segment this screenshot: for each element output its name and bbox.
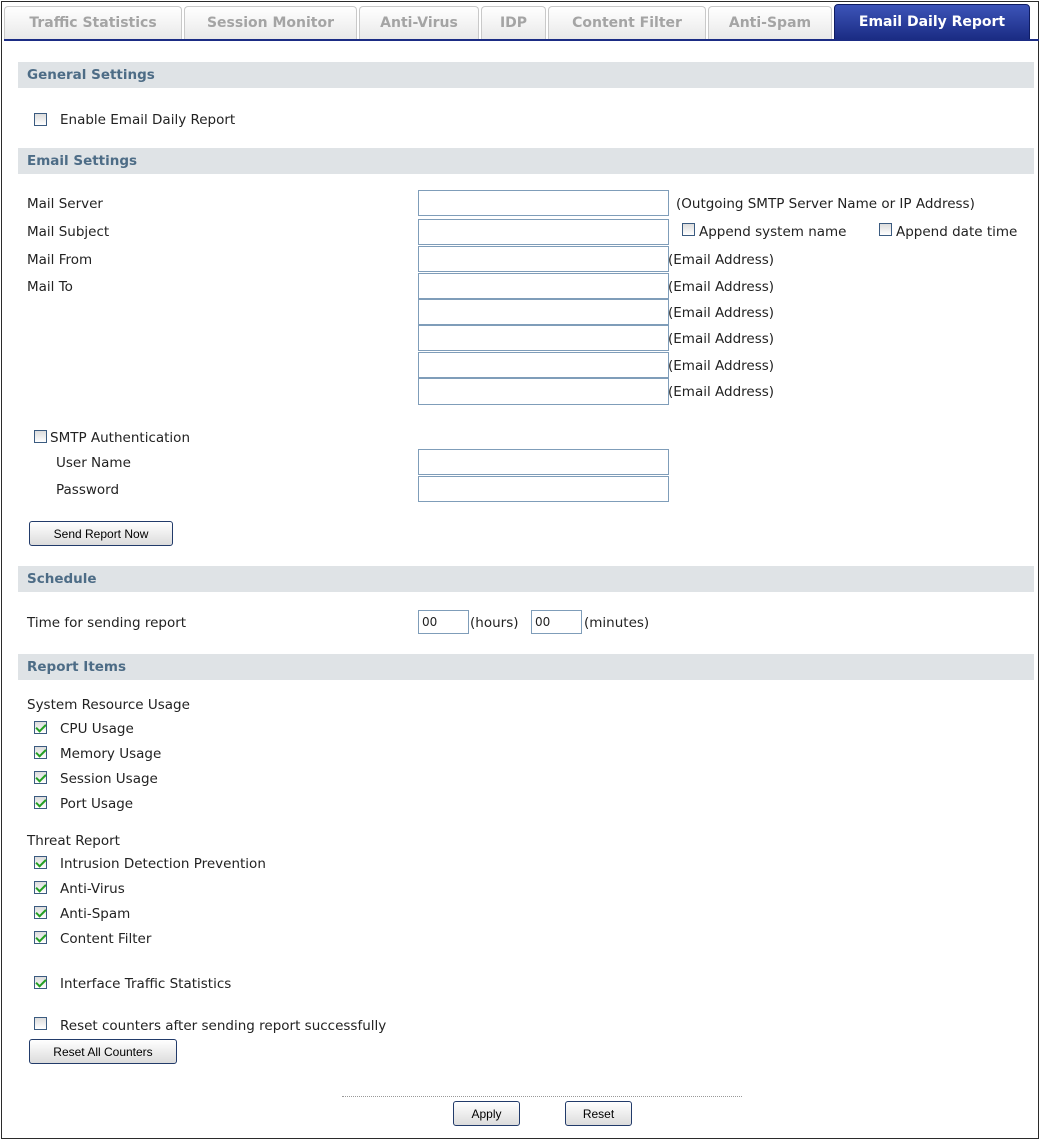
email-address-hint: (Email Address) (668, 279, 775, 295)
anti-spam-label: Anti-Spam (60, 906, 131, 922)
section-report-items: Report Items (18, 654, 1034, 680)
tab-content-filter[interactable]: Content Filter (548, 6, 706, 39)
append-system-name-label: Append system name (699, 224, 847, 240)
section-schedule: Schedule (18, 566, 1034, 592)
mail-from-input[interactable] (418, 246, 669, 272)
password-input[interactable] (418, 476, 669, 502)
mail-to-input[interactable] (418, 299, 669, 325)
port-usage-checkbox[interactable] (34, 796, 47, 809)
hours-unit-label: (hours) (470, 615, 519, 631)
tab-traffic-statistics[interactable]: Traffic Statistics (4, 6, 182, 39)
user-name-label: User Name (56, 455, 131, 471)
enable-email-daily-report-label: Enable Email Daily Report (60, 112, 236, 128)
hours-input[interactable] (418, 610, 469, 634)
threat-report-heading: Threat Report (27, 833, 120, 849)
mail-subject-input[interactable] (418, 219, 669, 245)
section-general-settings: General Settings (18, 62, 1034, 88)
mail-server-hint: (Outgoing SMTP Server Name or IP Address) (676, 196, 975, 212)
content-filter-checkbox[interactable] (34, 931, 47, 944)
minutes-input[interactable] (531, 610, 582, 634)
port-usage-label: Port Usage (60, 796, 134, 812)
tab-session-monitor[interactable]: Session Monitor (184, 6, 357, 39)
content-filter-label: Content Filter (60, 931, 152, 947)
tab-bar (4, 4, 1039, 40)
minutes-unit-label: (minutes) (584, 615, 650, 631)
reset-all-counters-button[interactable]: Reset All Counters (29, 1039, 177, 1064)
cpu-usage-checkbox[interactable] (34, 721, 47, 734)
mail-subject-label: Mail Subject (27, 224, 110, 240)
email-address-hint: (Email Address) (668, 331, 775, 347)
append-date-time-label: Append date time (896, 224, 1018, 240)
user-name-input[interactable] (418, 449, 669, 475)
tab-anti-spam[interactable]: Anti-Spam (708, 6, 832, 39)
time-for-sending-label: Time for sending report (27, 615, 187, 631)
tab-anti-virus[interactable]: Anti-Virus (359, 6, 479, 39)
apply-button[interactable]: Apply (453, 1101, 520, 1126)
anti-virus-label: Anti-Virus (60, 881, 125, 897)
memory-usage-checkbox[interactable] (34, 746, 47, 759)
smtp-authentication-checkbox[interactable] (34, 430, 47, 443)
append-system-name-checkbox[interactable] (682, 223, 695, 236)
tab-idp[interactable]: IDP (481, 6, 546, 39)
send-report-now-button[interactable]: Send Report Now (29, 521, 173, 546)
system-resource-usage-heading: System Resource Usage (27, 697, 190, 713)
footer-divider (342, 1096, 742, 1097)
section-email-settings: Email Settings (18, 148, 1034, 174)
intrusion-detection-prevention-label: Intrusion Detection Prevention (60, 856, 266, 872)
append-date-time-checkbox[interactable] (879, 223, 892, 236)
anti-virus-checkbox[interactable] (34, 881, 47, 894)
reset-counters-after-label: Reset counters after sending report successfully (60, 1018, 387, 1034)
email-address-hint: (Email Address) (668, 358, 775, 374)
reset-counters-after-checkbox[interactable] (34, 1017, 47, 1030)
tab-underline (4, 39, 1039, 41)
email-address-hint: (Email Address) (668, 305, 775, 321)
enable-email-daily-report-checkbox[interactable] (34, 113, 47, 126)
memory-usage-label: Memory Usage (60, 746, 162, 762)
interface-traffic-statistics-checkbox[interactable] (34, 976, 47, 989)
mail-server-input[interactable] (418, 190, 669, 216)
mail-to-input[interactable] (418, 352, 669, 378)
mail-to-label: Mail To (27, 279, 73, 295)
session-usage-label: Session Usage (60, 771, 158, 787)
reset-button[interactable]: Reset (565, 1101, 632, 1126)
mail-to-input[interactable] (418, 378, 669, 405)
smtp-authentication-label: SMTP Authentication (50, 430, 190, 446)
mail-to-input[interactable] (418, 273, 669, 299)
mail-from-label: Mail From (27, 252, 93, 268)
session-usage-checkbox[interactable] (34, 771, 47, 784)
intrusion-detection-prevention-checkbox[interactable] (34, 856, 47, 869)
tab-email-daily-report[interactable]: Email Daily Report (834, 4, 1030, 40)
password-label: Password (56, 482, 120, 498)
cpu-usage-label: CPU Usage (60, 721, 134, 737)
mail-server-label: Mail Server (27, 196, 103, 212)
interface-traffic-statistics-label: Interface Traffic Statistics (60, 976, 232, 992)
email-address-hint: (Email Address) (668, 252, 775, 268)
anti-spam-checkbox[interactable] (34, 906, 47, 919)
mail-to-input[interactable] (418, 325, 669, 351)
email-address-hint: (Email Address) (668, 384, 775, 400)
